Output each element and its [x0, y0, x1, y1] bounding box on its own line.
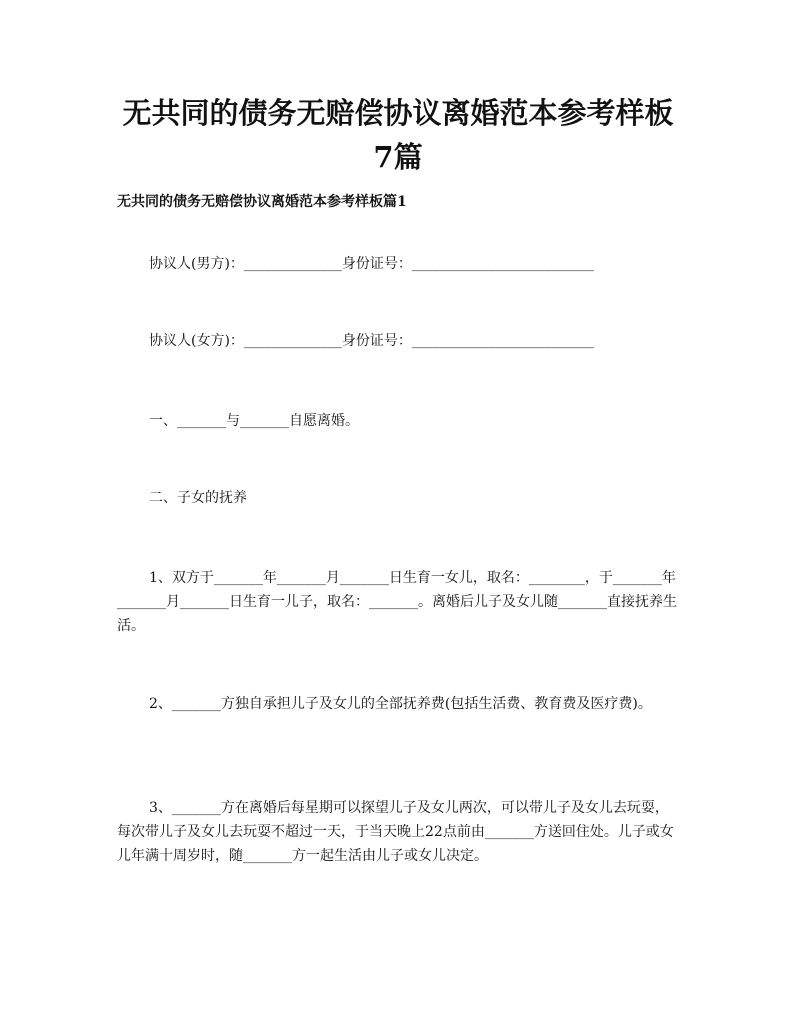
document-title-line1: 无共同的债务无赔偿协议离婚范本参考样板	[122, 96, 674, 130]
paragraph-clause-2-heading: 二、子女的抚养	[149, 490, 247, 506]
paragraph-male-party: 协议人(男方)：______________身份证号：__________________________	[149, 256, 594, 272]
paragraph-item-2: 2、_______方独自承担儿子及女儿的全部抚养费(包括生活费、教育费及医疗费)。	[149, 696, 652, 712]
paragraph-female-party: 协议人(女方)：______________身份证号：__________________________	[149, 333, 594, 349]
paragraph-item-1: 1、双方于_______年_______月_______日生育一女儿，取名：________，于_______年_______月_______日生育一儿子，取名：_______。离婚后儿子及女儿随_______直接抚养生活。	[117, 570, 677, 634]
section-heading: 无共同的债务无赔偿协议离婚范本参考样板篇1	[117, 194, 407, 210]
paragraph-clause-1: 一、_______与_______自愿离婚。	[149, 413, 359, 429]
document-title-line2: 7篇	[373, 140, 423, 174]
paragraph-item-3: 3、_______方在离婚后每星期可以探望儿子及女儿两次，可以带儿子及女儿去玩耍，每次带儿子及女儿去玩耍不超过一天，于当天晚上22点前由_______方送回住处。儿子或女儿年满十周岁时，随_______方一起生活由儿子或女儿决定。	[117, 800, 674, 864]
